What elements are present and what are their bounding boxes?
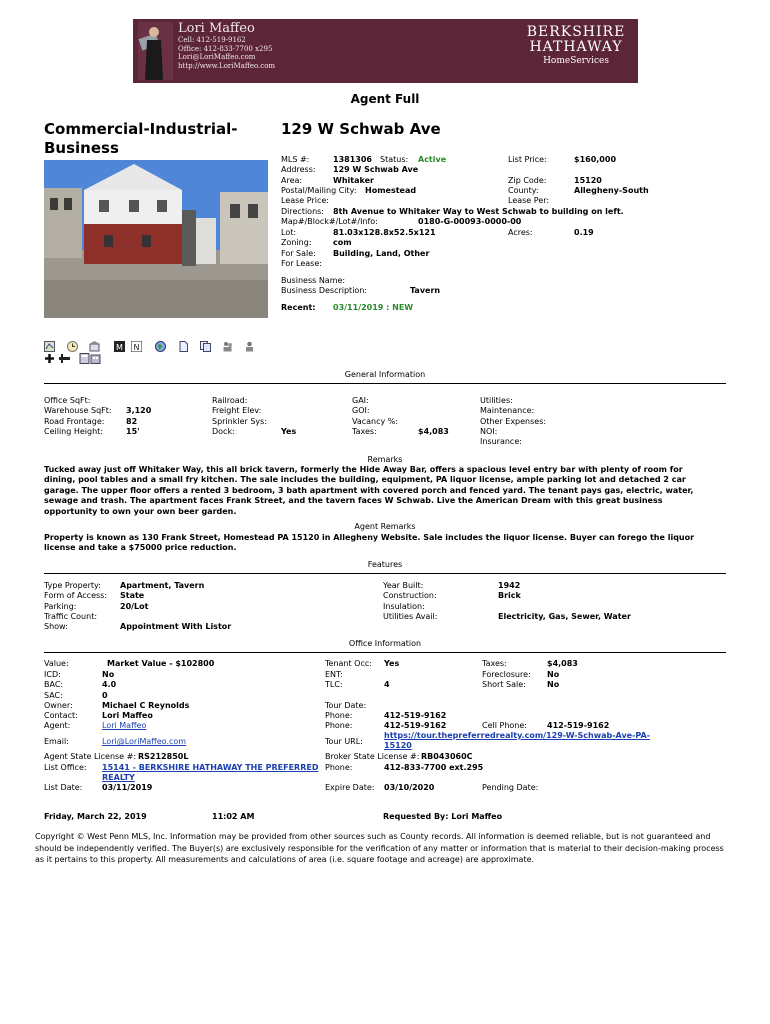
broker-license-value: RB043060C	[421, 752, 473, 761]
remarks-text: Tucked away just off Whitaker Way, this all brick tavern, formerly the Hide Away Bar, offers a spacious level entry bar with plenty of room for dining, pool tables and a small fry kitchen. The sale includes the building, equipment, PA liquor license, ample parking lot and detached 2 car garage. The upper floor offers a rented 3 bedroom, 3 bath apartment with covered porch and fenced yard. The tenant pays gas, electric, water, sewage and trash. The apartment faces Frank Street, and the tavern faces W Schwab. Live the American Dream with this great business opportunity to own your own beer garden.	[44, 465, 694, 516]
phone-label: Phone:	[325, 721, 353, 730]
icd-label: ICD:	[44, 670, 61, 679]
list-office-link[interactable]: 15141 - BERKSHIRE HATHAWAY THE PREFERRED REALTY	[102, 763, 319, 783]
agent-cell: Cell: 412-519-9162	[178, 36, 246, 44]
list-date-label: List Date:	[44, 783, 83, 792]
building-icon[interactable]	[90, 349, 101, 360]
utilities-avail-label: Utilities Avail:	[383, 612, 438, 621]
agent-link[interactable]: Lori Maffeo	[102, 721, 147, 730]
sac-label: SAC:	[44, 691, 63, 700]
parking-label: Parking:	[44, 602, 77, 611]
list-price-label: List Price:	[508, 155, 547, 164]
dock-label: Dock:	[212, 427, 235, 436]
n-icon[interactable]	[131, 337, 142, 352]
agent-office: Office: 412-833-7700 x295	[178, 44, 273, 53]
lease-price-label: Lease Price:	[281, 196, 329, 205]
tlc-label: TLC:	[325, 680, 343, 689]
agent-email: Lori@LoriMaffeo.com	[178, 53, 256, 62]
tax-icon[interactable]	[89, 337, 100, 348]
type-property-value: Apartment, Tavern	[120, 581, 205, 590]
bac-label: BAC:	[44, 680, 64, 689]
office-taxes-label: Taxes:	[482, 659, 507, 668]
ceiling-value: 15'	[126, 427, 140, 436]
agent-name: Lori Maffeo	[178, 21, 255, 36]
office-taxes-value: $4,083	[547, 659, 578, 668]
taxes-label: Taxes:	[352, 427, 377, 436]
access-label: Form of Access:	[44, 591, 108, 600]
address-label: Address:	[281, 165, 316, 174]
owner-value: Michael C Reynolds	[102, 701, 190, 710]
agent-remarks-text: Property is known as 130 Frank Street, Homestead PA 15120 in Allegheny Website. Sale includes the liquor license. Buyer can forego the liquor license and take a $75000 price reduction.	[44, 533, 695, 553]
email-link[interactable]: Lori@LoriMaffeo.com	[102, 737, 187, 746]
owner-label: Owner:	[44, 701, 73, 710]
lot-label: Lot:	[281, 228, 297, 237]
year-built-label: Year Built:	[383, 581, 424, 590]
show-value: Appointment With Listor	[120, 622, 232, 631]
road-frontage-value: 82	[126, 417, 138, 426]
status-badge: Active	[418, 155, 447, 164]
for-lease-label: For Lease:	[281, 259, 322, 268]
value-label: Value:	[44, 659, 69, 668]
goi-label: GOI:	[352, 406, 370, 415]
copy-icon[interactable]	[200, 337, 211, 348]
insurance-label: Insurance:	[480, 437, 522, 446]
zoning-value: com	[333, 238, 352, 247]
lot-value: 81.03x128.8x52.5x121	[333, 228, 436, 237]
calculator-icon[interactable]	[79, 349, 90, 360]
year-built-value: 1942	[498, 581, 521, 590]
address-value: 129 W Schwab Ave	[333, 165, 419, 174]
add-icon[interactable]	[44, 349, 55, 360]
expire-date-label: Expire Date:	[325, 783, 375, 792]
logo-line-3: HomeServices	[543, 56, 609, 66]
business-name-label: Business Name:	[281, 276, 346, 285]
mls-value: 1381306	[333, 155, 372, 164]
sprinkler-label: Sprinkler Sys:	[212, 417, 268, 426]
map-label: Map#/Block#/Lot#/Info:	[281, 217, 378, 226]
report-date: Friday, March 22, 2019	[44, 812, 147, 821]
property-type: Commercial-Industrial-Business	[44, 120, 238, 157]
insulation-label: Insulation:	[383, 602, 425, 611]
brokerage-logo	[520, 25, 632, 67]
section-divider	[44, 573, 726, 574]
contact-value: Lori Maffeo	[102, 711, 153, 720]
general-info-title: General Information	[344, 370, 426, 379]
property-photo	[44, 160, 268, 318]
cell-phone-value: 412-519-9162	[547, 721, 610, 730]
office-phone-value: 412-833-7700 ext.295	[384, 763, 484, 772]
list-date-value: 03/11/2019	[102, 783, 153, 792]
agent-label: Agent:	[44, 721, 71, 730]
tenant-occ-label: Tenant Occ:	[325, 659, 372, 668]
value-value: Market Value - $102800	[107, 659, 215, 668]
office-phone-label: Phone:	[325, 763, 353, 772]
ent-label: ENT:	[325, 670, 343, 679]
agent-remarks-title: Agent Remarks	[354, 522, 416, 531]
report-title: Agent Full	[350, 92, 420, 106]
recent-label: Recent:	[281, 303, 316, 312]
bac-value: 4.0	[102, 680, 117, 689]
dock-value: Yes	[281, 427, 297, 436]
county-label: County:	[508, 186, 539, 195]
other-expenses-label: Other Expenses:	[480, 417, 547, 426]
people-icon[interactable]	[222, 337, 233, 348]
show-label: Show:	[44, 622, 68, 631]
foreclosure-value: No	[547, 670, 560, 679]
expire-date-value: 03/10/2020	[384, 783, 435, 792]
group-icon[interactable]	[244, 337, 255, 348]
noi-label: NOI:	[480, 427, 498, 436]
lease-per-label: Lease Per:	[508, 196, 550, 205]
m-icon[interactable]	[114, 337, 125, 352]
features-title: Features	[367, 560, 403, 569]
warehouse-sqft-label: Warehouse SqFt:	[44, 406, 112, 415]
directions-value: 8th Avenue to Whitaker Way to West Schwab to building on left.	[333, 207, 624, 216]
phone-value-1: 412-519-9162	[384, 711, 447, 720]
logo-line-2: HATHAWAY	[529, 39, 623, 55]
state-license-label: Agent State License #:	[44, 752, 137, 761]
tour-url-label: Tour URL:	[325, 737, 363, 746]
vacancy-label: Vacancy %:	[352, 417, 399, 426]
email-label: Email:	[44, 737, 69, 746]
agent-contact	[178, 21, 275, 70]
city-label: Postal/Mailing City:	[281, 186, 357, 195]
agent-website: http://www.LoriMaffeo.com	[178, 61, 276, 70]
area-value: Whitaker	[333, 176, 374, 185]
acres-value: 0.19	[574, 228, 594, 237]
pending-date-label: Pending Date:	[482, 783, 539, 792]
copyright-notice: Copyright © West Penn MLS, Inc. Information may be provided from other sources such as County records. All information is deemed reliable, but is not guaranteed and should be independently verified. The Buyer(s) are exclusively responsible for the verification of any matter or information that is material to their decision-making process as it pertains to this property. All measurements and calculations of area (i.e. square footage and acreage) are approximate.	[35, 832, 724, 864]
section-divider	[44, 652, 726, 653]
agent-photo	[138, 22, 173, 80]
svg-text:M: M	[116, 343, 123, 352]
access-value: State	[120, 591, 145, 600]
ruler-icon[interactable]	[59, 349, 70, 360]
property-address-title: 129 W Schwab Ave	[281, 120, 441, 138]
requested-by: Requested By: Lori Maffeo	[383, 812, 503, 821]
maintenance-label: Maintenance:	[480, 406, 535, 415]
icd-value: No	[102, 670, 115, 679]
parking-value: 20/Lot	[120, 602, 149, 611]
tour-date-label: Tour Date:	[325, 701, 367, 710]
report-time: 11:02 AM	[212, 812, 255, 821]
construction-label: Construction:	[383, 591, 437, 600]
city-value: Homestead	[365, 186, 417, 195]
type-property-label: Type Property:	[44, 581, 101, 590]
office-info-title: Office Information	[348, 639, 422, 648]
map-icon[interactable]	[44, 337, 55, 348]
traffic-label: Traffic Count:	[44, 612, 98, 621]
for-sale-value: Building, Land, Other	[333, 249, 430, 258]
office-sqft-label: Office SqFt:	[44, 396, 91, 405]
svg-text:N: N	[133, 343, 140, 352]
status-label: Status:	[380, 155, 409, 164]
cell-phone-label: Cell Phone:	[482, 721, 527, 730]
acres-label: Acres:	[508, 228, 533, 237]
zoning-label: Zoning:	[281, 238, 312, 247]
taxes-value: $4,083	[418, 427, 449, 436]
business-desc-label: Business Description:	[281, 286, 368, 295]
directions-label: Directions:	[281, 207, 325, 216]
contact-label: Contact:	[44, 711, 78, 720]
zip-label: Zip Code:	[508, 176, 547, 185]
foreclosure-label: Foreclosure:	[482, 670, 531, 679]
for-sale-label: For Sale:	[281, 249, 316, 258]
short-sale-label: Short Sale:	[482, 680, 526, 689]
county-value: Allegheny-South	[574, 186, 649, 195]
road-frontage-label: Road Frontage:	[44, 417, 105, 426]
remarks-title: Remarks	[367, 455, 403, 464]
broker-license-label: Broker State License #:	[325, 752, 420, 761]
tlc-value: 4	[384, 680, 390, 689]
ceiling-label: Ceiling Height:	[44, 427, 104, 436]
globe-icon[interactable]	[155, 337, 166, 348]
utilities-avail-value: Electricity, Gas, Sewer, Water	[498, 612, 631, 621]
railroad-label: Railroad:	[212, 396, 248, 405]
area-label: Area:	[281, 176, 303, 185]
phone-value-2: 412-519-9162	[384, 721, 447, 730]
tour-url-link[interactable]: https://tour.thepreferredrealty.com/129-W-Schwab-Ave-PA-15120	[384, 731, 651, 751]
zip-value: 15120	[574, 176, 602, 185]
tenant-occ-value: Yes	[384, 659, 400, 668]
mls-label: MLS #:	[281, 155, 310, 164]
recent-value: 03/11/2019 : NEW	[333, 303, 414, 312]
map-value: 0180-G-00093-0000-00	[418, 217, 522, 226]
logo-line-1: BERKSHIRE	[526, 24, 626, 40]
document-icon[interactable]	[178, 337, 189, 348]
section-divider	[44, 383, 726, 384]
gai-label: GAI:	[352, 396, 369, 405]
warehouse-sqft-value: 3,120	[126, 406, 152, 415]
short-sale-value: No	[547, 680, 560, 689]
list-price-value: $160,000	[574, 155, 617, 164]
clock-icon[interactable]	[67, 337, 78, 348]
utilities-label: Utilities:	[480, 396, 513, 405]
list-office-label: List Office:	[44, 763, 87, 772]
business-desc-value: Tavern	[410, 286, 441, 295]
construction-value: Brick	[498, 591, 521, 600]
phone-label: Phone:	[325, 711, 353, 720]
sac-value: 0	[102, 691, 108, 700]
freight-label: Freight Elev:	[212, 406, 262, 415]
state-license-value: RS212850L	[138, 752, 189, 761]
